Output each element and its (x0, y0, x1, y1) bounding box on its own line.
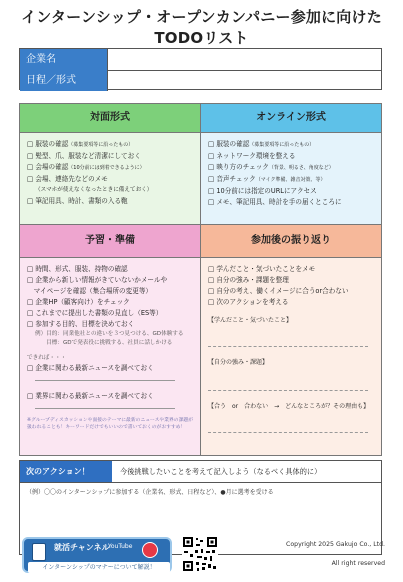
info-table (19, 48, 382, 90)
schedule-format-row (20, 70, 381, 91)
banner-text: インターンシップのマナーについて解説！ (28, 562, 170, 573)
footnote: ※グループディスカッションや面接のテーマに最新のニュースや業界の課題が (27, 418, 193, 423)
example-goal: 例）目的：同業他社との違いを３つ見つける、GD体験する (35, 331, 184, 337)
checklist-item: □ これまでに提出した書類の見直し（ES等） (27, 309, 163, 317)
checklist-item: □ 業界に関わる最新ニュースを調べておく (27, 392, 154, 400)
banner-tag: YouTube (108, 543, 133, 550)
checklist-item: □ 髪型、爪、服装など清潔にしておく (27, 152, 141, 160)
review-panel (200, 224, 382, 456)
qr-code-icon[interactable] (182, 536, 218, 572)
checklist-item: □ 服装の確認（募集要項等に沿ったもの） (27, 140, 134, 148)
mascot-icon (142, 542, 158, 558)
memo-fit-label: 【合う or 合わない → どんなところが？その理由も】 (208, 403, 370, 410)
checklist-item: □ 服装の確認（募集要項等に沿ったもの） (208, 140, 315, 148)
checklist-item: □ 自分の考え、働くイメージに合うor合わない (208, 287, 349, 295)
youtube-banner[interactable] (22, 537, 172, 573)
checklist-item: □ 会場の確認（10分前には到着できるように） (27, 163, 145, 171)
company-name-row (20, 49, 381, 71)
in-person-heading: 対面形式 (20, 104, 200, 133)
write-line (35, 408, 175, 409)
next-action-example: （例）〇〇のインターンシップに参加する（企業名、形式、日程など）、●月に選考を受ける (26, 489, 274, 496)
checklist-item: □ 企業に関わる最新ニュースを調べておく (27, 364, 154, 372)
in-person-panel (19, 103, 201, 225)
checklist-item: □ 企業から新しい情報がきていないかメールや (27, 276, 168, 284)
checklist-item: □ メモ、筆記用具、時計を手の届くところに (208, 198, 342, 206)
checklist-note: （スマホが使えなくなったときに備えておく） (35, 187, 153, 193)
memo-learned-label: 【学んだこと・気づいたこと】 (208, 317, 293, 324)
page-title: インターンシップ・オープンカンパニー参加に向けたTODOリスト (21, 8, 382, 47)
checklist-item: □ 企業HP（顧客向け）をチェック (27, 298, 130, 306)
checklist-item: □ ネットワーク環境を整える (208, 152, 296, 160)
company-name-label: 企業名 (20, 49, 108, 70)
online-panel (200, 103, 382, 225)
phone-icon (32, 543, 46, 561)
checklist-item: □ 音声チェック（マイク準備、雑音対策、等） (208, 175, 326, 183)
checklist-item: □ 会場、連絡先などのメモ (27, 175, 108, 183)
prep-heading: 予習・準備 (20, 225, 200, 258)
footnote: 扱われることも！キーワードだけでもいいので書いておくのがおすすめ！ (27, 425, 186, 430)
checklist-item: □ 10分前には指定のURLにアクセス (208, 187, 317, 195)
etc-note: できれば・・・ (27, 355, 67, 361)
example-target: 目標：GDで発表役に挑戦する、社員に話しかける (35, 340, 173, 346)
write-line (208, 390, 368, 391)
online-heading: オンライン形式 (201, 104, 381, 133)
write-line (35, 380, 175, 381)
rights: All right reserved (331, 560, 385, 567)
in-person-list (20, 133, 200, 207)
checklist-item: □ 学んだこと・気づいたことをメモ (208, 265, 316, 273)
prep-list (20, 258, 200, 431)
memo-strengths-label: 【自分の強み・課題】 (208, 359, 269, 366)
checklist-item: □ 参加する目的、目標を決めておく (27, 320, 135, 328)
review-list (201, 258, 381, 433)
write-line (208, 432, 368, 433)
next-action-header (20, 461, 381, 483)
write-line (208, 346, 368, 347)
banner-title: 就活チャンネル (54, 543, 110, 552)
checklist-item: □ 筆記用具、時計、書類の入る鞄 (27, 197, 128, 205)
checklist-item: マイページを確認（集合場所の変更等） (27, 287, 153, 295)
checklist-item: □ 時間、形式、服装、持物の確認 (27, 265, 128, 273)
next-action-instruction: 今後挑戦したいことを考えて記入しよう（なるべく具体的に） (120, 467, 322, 476)
checklist-item: □ 次のアクションを考える (208, 298, 289, 306)
online-list (201, 133, 381, 208)
schedule-format-label: 日程／形式 (20, 70, 108, 91)
checklist-item: □ 映り方のチェック（背景、明るさ、角度など） (208, 163, 334, 171)
copyright: Copyright 2025 Gakujo Co., Ltd. (286, 541, 385, 548)
next-action-label: 次のアクション！ (20, 461, 112, 482)
prep-panel (19, 224, 201, 456)
checklist-item: □ 自分の強み・課題を整理 (208, 276, 289, 284)
review-heading: 参加後の振り返り (201, 225, 381, 258)
